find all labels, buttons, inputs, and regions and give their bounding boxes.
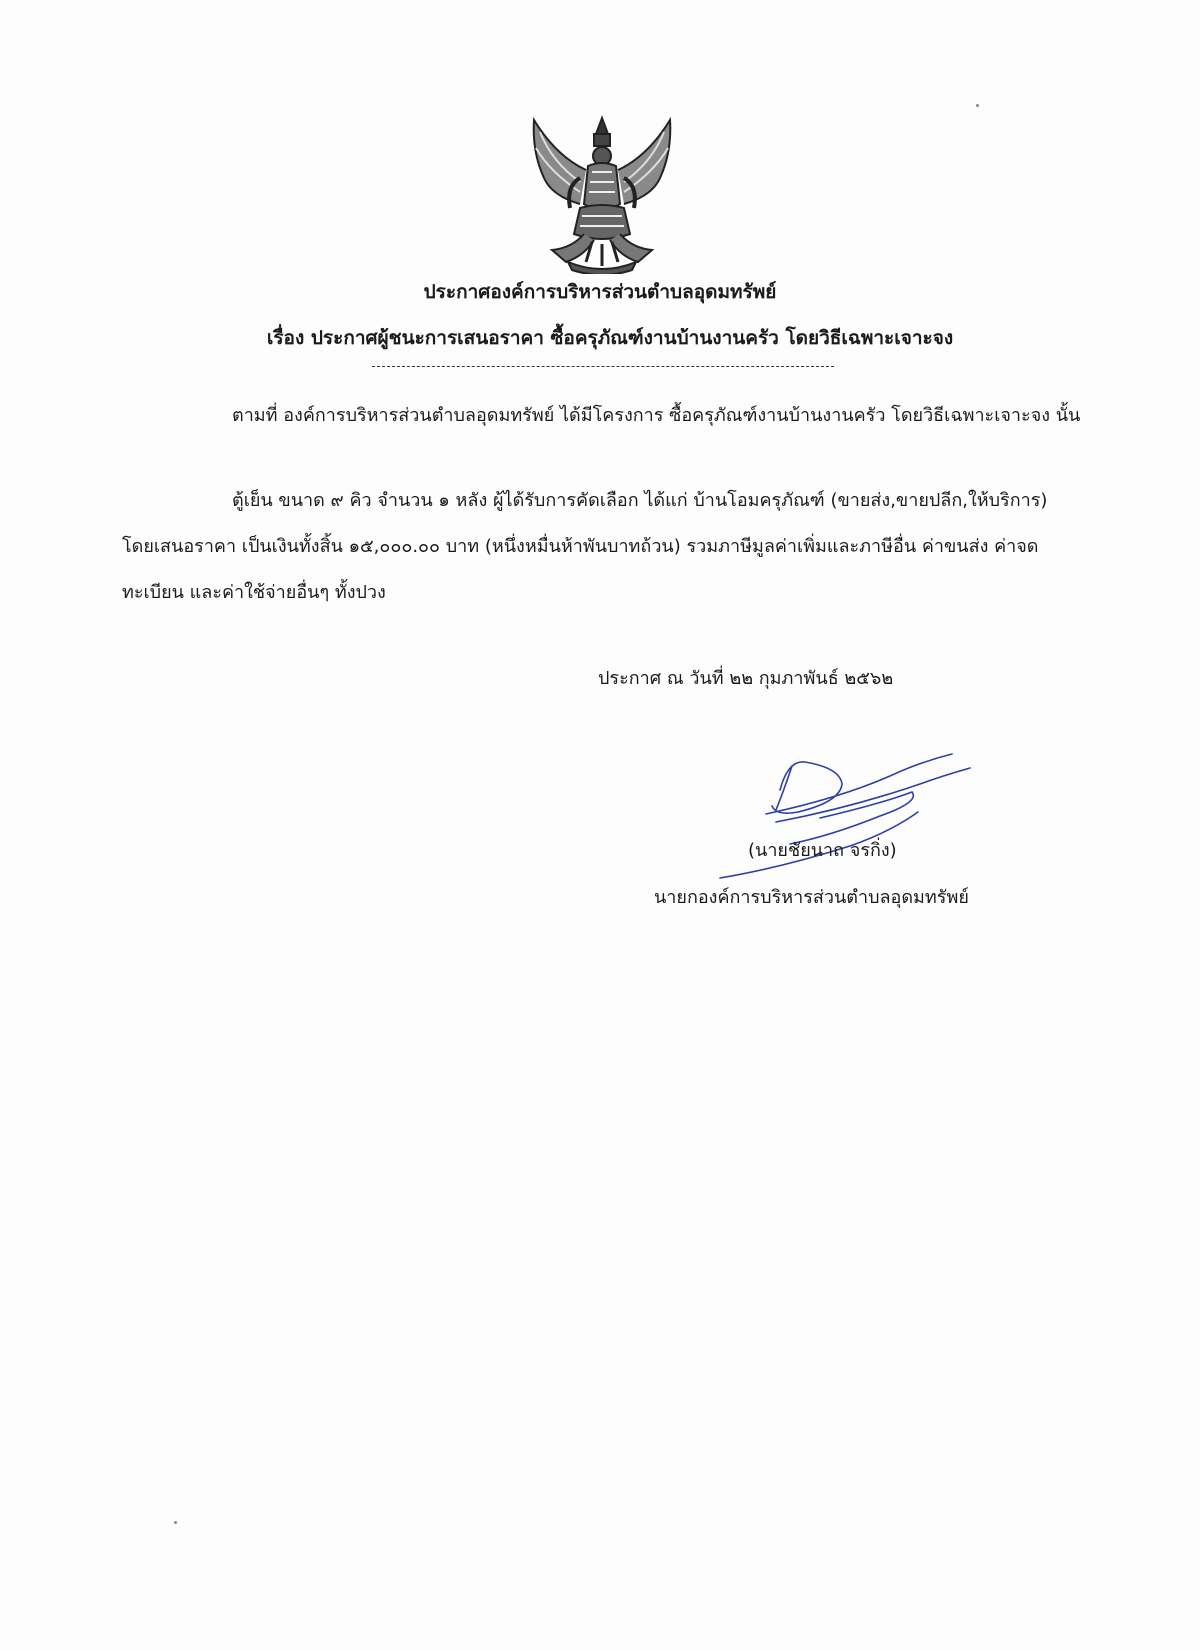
announcement-title: ประกาศองค์การบริหารส่วนตำบลอุดมทรัพย์ bbox=[423, 281, 777, 303]
announcement-date: ประกาศ ณ วันที่ ๒๒ กุมภาพันธ์ ๒๕๖๒ bbox=[598, 668, 894, 689]
title-divider bbox=[372, 366, 834, 367]
body-paragraph-1: ตามที่ องค์การบริหารส่วนตำบลอุดมทรัพย์ ได้มีโครงการ ซื้อครุภัณฑ์งานบ้านงานครัว โดยวิธีเฉพาะเจาะจง นั้น bbox=[232, 405, 1081, 426]
garuda-emblem-icon bbox=[522, 112, 682, 274]
signatory-position: นายกองค์การบริหารส่วนตำบลอุดมทรัพย์ bbox=[654, 887, 969, 908]
body-paragraph-2: ตู้เย็น ขนาด ๙ คิว จำนวน ๑ หลัง ผู้ได้รับการคัดเลือก ได้แก่ บ้านโอมครุภัณฑ์ (ขายส่ง,ขายปลีก,ให้บริการ) โดยเสนอราคา เป็นเงินทั้งสิ้น ๑๕,๐๐๐.๐๐ บาท (หนึ่งหมื่นห้าพันบาทถ้วน) รวมภาษีมูลค่าเพิ่มและภาษีอื่น ค่าขนส่ง ค่าจดทะเบียน และค่าใช้จ่ายอื่นๆ ทั้งปวง bbox=[122, 490, 1048, 603]
signatory-name: (นายชัยนาถ จรกิ่ง) bbox=[748, 840, 897, 861]
scan-speck bbox=[174, 1521, 177, 1524]
scan-speck bbox=[976, 104, 979, 107]
announcement-subject: เรื่อง ประกาศผู้ชนะการเสนอราคา ซื้อครุภัณฑ์งานบ้านงานครัว โดยวิธีเฉพาะเจาะจง bbox=[266, 327, 954, 349]
